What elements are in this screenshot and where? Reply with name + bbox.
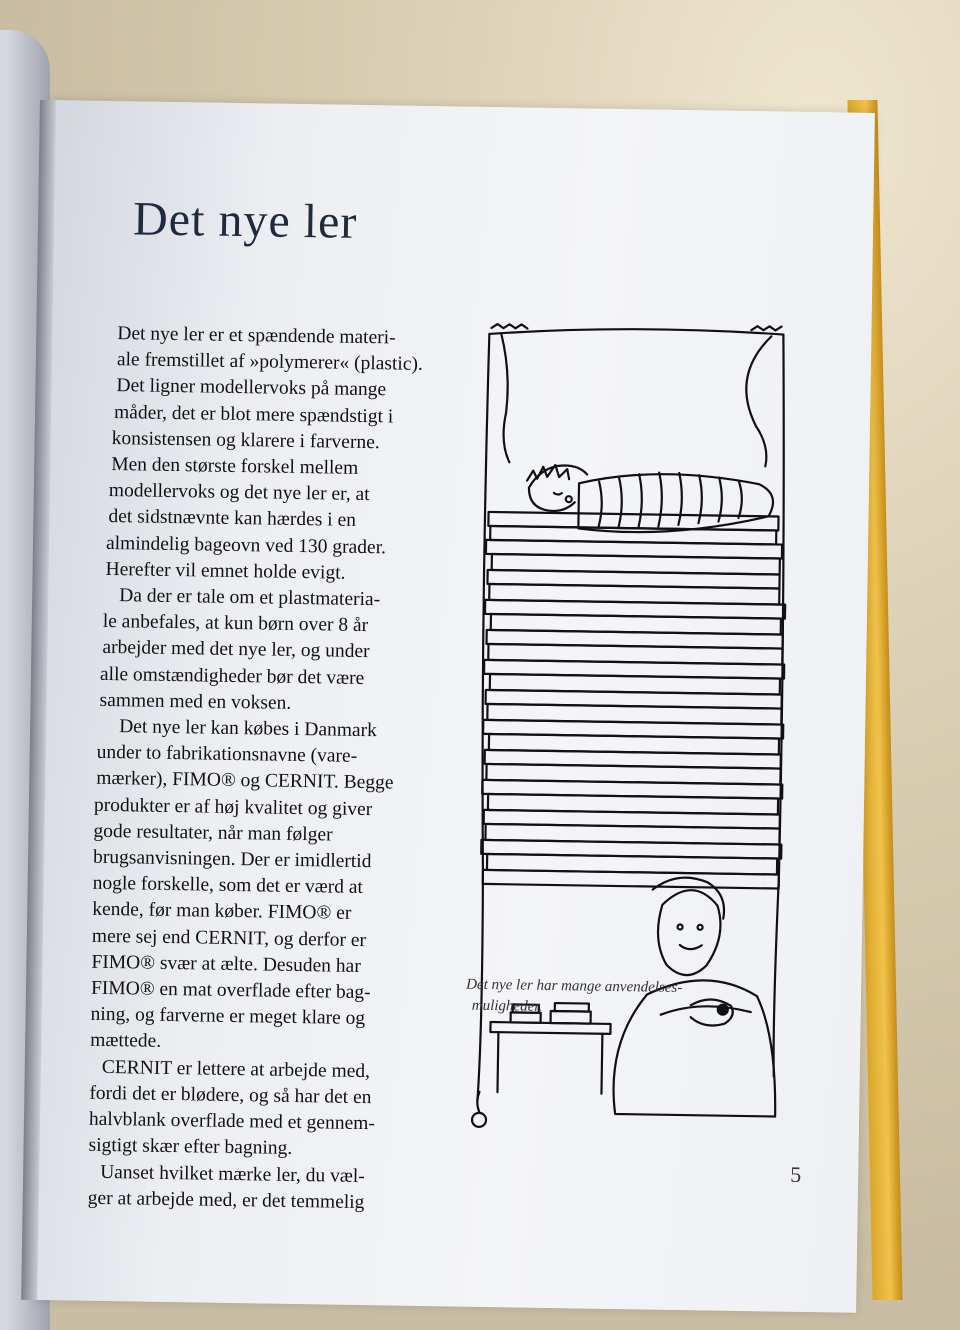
body-text bbox=[88, 321, 462, 1217]
paragraph bbox=[88, 1054, 450, 1164]
text-line: Herefter vil emnet holde evigt. bbox=[105, 558, 346, 584]
text-line: fordi det er blødere, og så har det en bbox=[89, 1082, 372, 1109]
text-line: Men den største forskel mellem bbox=[111, 454, 359, 479]
text-line: Det nye ler er et spændende materi- bbox=[117, 323, 396, 349]
right-bed-post bbox=[772, 335, 788, 1077]
page-title: Det nye ler bbox=[132, 192, 358, 249]
text-line: nogle forskelle, som det er værd at bbox=[92, 873, 364, 899]
text-line: FIMO® en mat overflade efter bag- bbox=[90, 977, 371, 1004]
mattress-stack bbox=[481, 512, 787, 889]
text-line: halvblank overflade med et gennem- bbox=[88, 1108, 376, 1135]
caption-line: Det nye ler har mange anvendelses- bbox=[466, 976, 683, 997]
paragraph bbox=[97, 321, 461, 589]
text-line: almindelig bageovn ved 130 grader. bbox=[105, 532, 387, 558]
text-line: under to fabrikationsnavne (vare- bbox=[96, 742, 358, 768]
paragraph bbox=[90, 714, 455, 1060]
text-line: gode resultater, når man følger bbox=[93, 820, 333, 846]
text-line: mættede. bbox=[90, 1030, 162, 1053]
text-line: CERNIT er lettere at arbejde med, bbox=[101, 1056, 371, 1082]
text-line: modellervoks og det nye ler er, at bbox=[108, 480, 370, 506]
text-line: kende, før man køber. FIMO® er bbox=[92, 899, 352, 925]
text-line: det sidstnævnte kan hærdes i en bbox=[108, 506, 357, 532]
text-line: Da der er tale om et plastmateria- bbox=[119, 585, 381, 611]
paragraph bbox=[95, 583, 457, 720]
text-line: sigtigt skær efter bagning. bbox=[88, 1135, 293, 1160]
text-line: ger at arbejde med, er det temmelig bbox=[87, 1187, 365, 1213]
text-line: sammen med en voksen. bbox=[99, 689, 292, 714]
left-curtain bbox=[499, 334, 511, 462]
page-number: 5 bbox=[790, 1161, 802, 1187]
right-curtain bbox=[745, 336, 771, 466]
text-line: Det ligner modellervoks på mange bbox=[116, 375, 387, 401]
text-line: konsistensen og klarere i farverne. bbox=[111, 427, 380, 454]
caption-line: muligheder. bbox=[471, 997, 543, 1015]
book-page bbox=[31, 100, 875, 1313]
text-line: Det nye ler kan købes i Danmark bbox=[118, 716, 378, 742]
text-line: arbejder med det nye ler, og under bbox=[102, 637, 370, 663]
text-line: måder, det er blot mere spændstigt i bbox=[113, 401, 394, 428]
text-line: produkter er af høj kvalitet og giver bbox=[93, 794, 373, 820]
text-line: mere sej end CERNIT, og derfor er bbox=[91, 925, 367, 951]
figure-caption bbox=[466, 975, 767, 1022]
text-line: alle omstændigheder bør det være bbox=[99, 663, 365, 689]
text-line: ning, og farverne er meget klare og bbox=[90, 1004, 366, 1030]
princess-and-the-pea-illustration bbox=[459, 312, 812, 1147]
text-line: le anbefales, at kun børn over 8 år bbox=[102, 611, 369, 637]
paragraph bbox=[88, 1159, 449, 1217]
text-line: ale fremstillet af »polymerer« (plastic). bbox=[116, 349, 423, 376]
text-line: brugsanvisningen. Der er imidlertid bbox=[92, 846, 372, 873]
curtain-rod bbox=[489, 327, 783, 339]
pull-cord bbox=[477, 1092, 479, 1112]
text-line: Uanset hvilket mærke ler, du væl- bbox=[100, 1161, 365, 1187]
text-line: mærker), FIMO® og CERNIT. Begge bbox=[96, 768, 394, 794]
blanket bbox=[578, 473, 773, 534]
text-line: FIMO® svær at ælte. Desuden har bbox=[91, 951, 361, 977]
